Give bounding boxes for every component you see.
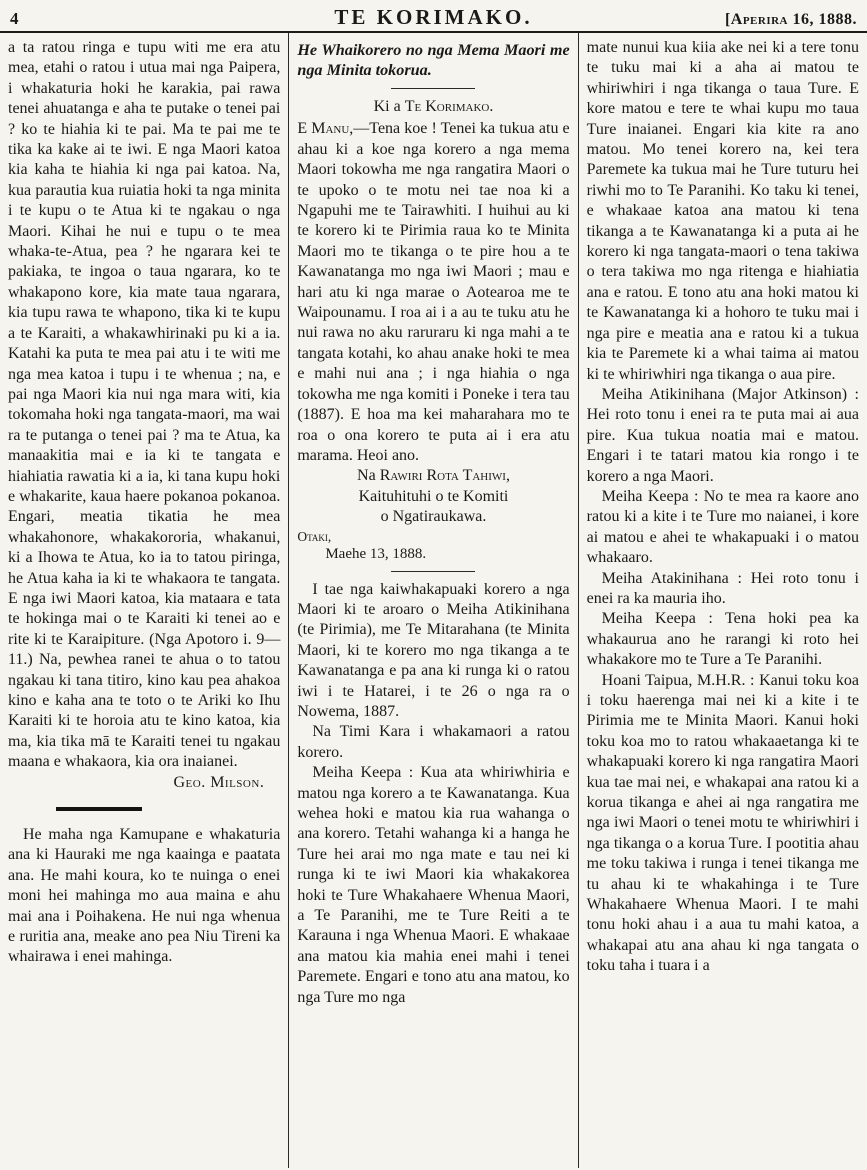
dateline-place: Otaki,: [297, 528, 332, 544]
letter-salutation: [297, 97, 569, 117]
article-paragraph: I tae nga kaiwhakapuaki korero a nga Maori ki te aroaro o Meiha Atikinihana (te Pirimia), me Te Mitarahana (te Minita Maori, ki te korero mo nga tikanga a te Kawanatanga e pa ana ki runga ki o ratou iwi i te Hatarei, i te 26 o nga ra o Nowema, 1887.: [297, 580, 570, 720]
section-divider-rule: [391, 571, 475, 572]
author-signature: Geo. Milson.: [173, 773, 265, 791]
column-3: [578, 33, 867, 1168]
article-heading: He Whaikorero no nga Mema Maori me nga Minita tokorua.: [297, 41, 570, 79]
article-paragraph: Meiha Keepa : Kua ata whiriwhiria e matou nga korero a te Kawanatanga. Kua wehea hoki e matou kia rua wahanga o ana korero. Tetahi wahanga ki a hanga he Ture hei arai mo nga mate e tau nei ki runga ki te iwi Maori kia whakakorea hoki te Ture Whakahaere Whenua Maori, a Te Paranihi, me te Ture Reiti a te Karauna i nga Whenua Maori. E whakaae ana matou kia mahia enei mahi i tenei Paremete. Engari e tono atu ana matou, ko nga Ture mo nga: [297, 764, 570, 1006]
article-paragraph: He maha nga Kamupane e whakaturia ana ki Hauraki me nga kaainga e paatata ana. He mahi koura, ko te nuinga o enei moni hei mahinga mo aua maina e ahu mai ana i Poihakena. He nui nga whenua e ruritia ana, meake ano pea Niu Tireni ka whairawa i enei mahinga.: [8, 826, 281, 966]
dateline-date: Maehe 13, 1888.: [325, 545, 427, 562]
signature-prefix: Na: [357, 467, 380, 485]
column-layout: [0, 33, 867, 1168]
article-paragraph: mate nunui kua kiia ake nei ki a tere tonu te tuku mai ki a aha ai matou te whiriwhiri i nga tikanga o taua Ture. E kore matou e tere te whai kupu mo taua Ture inaianei. Engari kia kite ra ano matou. Mo tenei korero na, kei tera Paremete ka tukua mai he Ture tuturu hei riwhi mo to Te Paranihi. Ko taku ki tenei, e whakaae katoa ana matou ki tena tikanga a te Kawanatanga ki a puta ai he korero ki nga tangata-maori o tena takiwa o tera takiwa mo nga ritenga e hiahiatia ana e ratou. E tono atu ana hoki matou ki te Kawanatanga ki a hohoro te tuku mai i nga pire e meatia ana e ratou ki a tukua kia te Paremete ki a whai taima ai matou ki te whiriwhiri nga tikanga o aua pire.: [586, 39, 859, 383]
column-2: [288, 33, 577, 1168]
article-paragraph: Hoani Taipua, M.H.R. : Kanui toku koa i toku haerenga mai nei ki a kite i te Pirimia me te Minita Maori. Kanui hoki toku koa mo to ratou whakaaetanga ki te whakapuaki korero ki nga rangatira Maori kua tae mai nei, e whakapai ana ratou ki a korua tikanga e ahei ai nga rangatira me nga iwi Maori o tenei motu te whiriwhiri i nga tikanga o a korua Ture. I pootitia ahau me toku takiwa i runga i tenei tikanga me tu ahau ki te whakahinga i te Ture Whakahaere Whenua Maori. I te mahi tonu hoki ahau i a aua tu mahi katoa, a whakapai atu ana ahau ki nga tangata o toku taha i tuara i a: [586, 671, 859, 975]
article-paragraph: a ta ratou ringa e tupu witi me era atu mea, etahi o ratou i utua mai nga Paipera, i whakaturia hoki he karakia, pai rawa tenei ahuatanga e aha te putake o tenei pai ? ko te hiahia ki te pai. Ma te pai me te tika ka kake ai te iwi. E nga Maori katoa kia kaha te hiahia ki nga pai katoa. Na, kua parautia kua ruiatia hoki ta nga minita i te kupu o te Atua ki te ngakau o nga Maori. Kihai he nui e tupu o te mea whaka-te-Atua, pea ? he ngarara kei te pakiaka, te ingoa o taua ngarara, ko te whakapono kore, kia mate taua ngarara, kia tupu rawa te whapono, tika ki te kupu a te Karaiti, a whakawhirinaki pu ki a ia. Katahi ka puta te mea pai atu i te witi me nga mea katoa i tupu i te whenua ; na, e pai nga Maori kia nui nga mara witi, kia tokomaha hoki nga tangata-maori, ma wai ra te putanga o tenei pai ? ma te Atua, ka manaakitia mai e ia ki te tangata e hiahiatia rawatia ki a ia, ki tana kupu hoki e whakarite, kaua haere pokanoa pokanoa. Engari, meatia tikatia he mea whakahonore, whakakororia, whakanui, ki a Ihowa te Atua, ko ia to tatou piringa, he Atua kaha ia ki te whakaora te tangata. E nga iwi Maori katoa, kia mataara e tata te hokinga mai o te Karaiti ki tenei ao e rite ki te Karaipiture. (Nga Apotoro i. 9—11.) Na, pewhea ranei te ahua o to tatou ngakau ki tana titiro, kino kau pea ahakoa kino e kaha ana te toto o te Ariki ko Ihu Karaiti ki te horoia atu te kino katoa, kia ma, kia tika mā te Karaiti tenei tu ngakau maana e whakaora, kia ora inaianei.: [8, 39, 281, 771]
page-number: 4: [10, 9, 19, 28]
salutation-prefix: Ki a: [373, 98, 405, 115]
masthead: [0, 0, 867, 33]
signature-name: Rawiri Rota Tahiwi,: [379, 467, 510, 485]
article-paragraph: Meiha Keepa : No te mea ra kaore ano ratou ki a kite i te Ture mo naianei, i kore ai matou e ahei te whakapuaki i o matou whakaaro.: [586, 487, 859, 567]
signature-role-line: Kaituhituhi o te Komiti: [358, 487, 509, 505]
letter-paragraph: [297, 119, 569, 466]
article-paragraph: Meiha Atikinihana (Major Atkinson) : Hei roto tonu i enei ra te puta mai ai aua pire. Kua tukua noatia mai e matou. Engari i te tatari matou kia rongo i te korero a nga Maori.: [586, 385, 859, 485]
article-paragraph: Na Timi Kara i whakamaori a ratou korero.: [297, 723, 570, 761]
letter-opening: E Manu,: [297, 120, 354, 138]
masthead-title: TE KORIMAKO.: [334, 5, 533, 29]
issue-date: [Aperira 16, 1888.: [724, 11, 857, 28]
letter-body: —Tena koe ! Tenei ka tukua atu e ahau ki a koe nga korero a nga mema Maori tokowha me nga rangatira Maori o te upoko o te motu nei tae noa ki a Ngapuhi me te Tairawhiti. I huihui au ki te korero ki te Pirimia raua ko te Minita Maori mo te tikanga o te pire hou a te Kawanatanga mo nga iwi Maori ; mau e hari atu ki nga marae o Aotearoa me te Waipounamu. I roa ai i a au te tuku atu he nui rawa no aku raruraru ki nga mahi a te tangata kotahi, ko ahau anake hoki te mea e mahi nui ana ; i nga hiahia o nga tokowha me nga komiti i Poneke i tera tau (1887). E hoa ma kei maharahara mo te roa o ona korero te puta ai i era atu marama. Heoi ano.: [297, 120, 570, 464]
signature-role-line: o Ngatiraukawa.: [380, 508, 487, 526]
salutation-name: Te Korimako.: [404, 98, 494, 115]
column-1: [0, 33, 288, 1168]
article-paragraph: Meiha Atakinihana : Hei roto tonu i enei ra ka mauria iho.: [586, 569, 859, 607]
section-divider-rule: [391, 88, 475, 89]
letter-signature: [297, 466, 569, 486]
section-divider-rule: [56, 807, 142, 811]
article-paragraph: Meiha Keepa : Tena hoki pea ka whakaurua ano he rarangi ki roto hei whakakore mo te Ture a Te Paranihi.: [586, 610, 859, 669]
